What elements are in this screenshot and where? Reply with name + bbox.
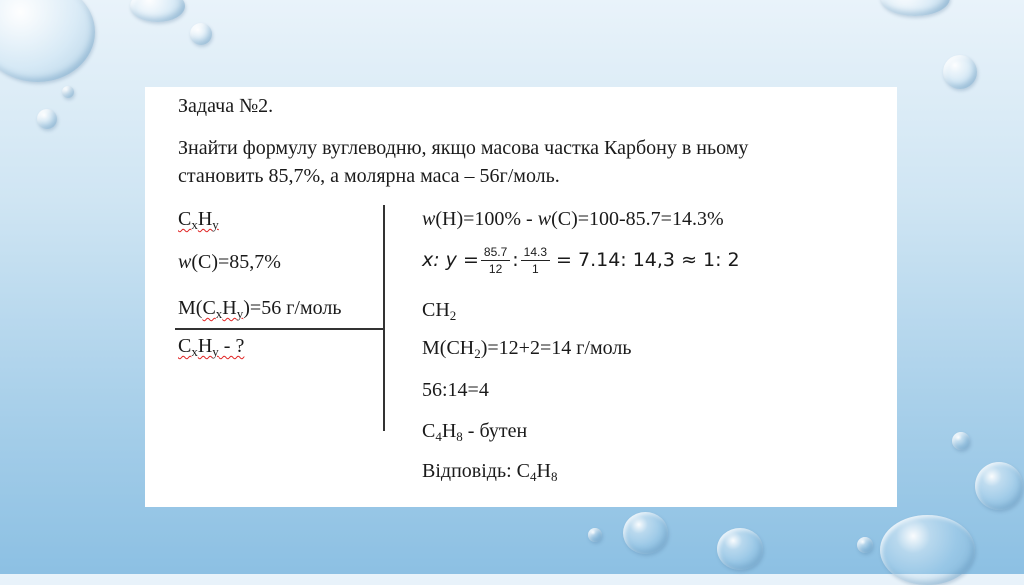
water-drop-decoration	[857, 537, 873, 553]
water-drop-decoration	[717, 528, 763, 570]
given-solution-divider	[383, 205, 385, 431]
solution-result-butene: $C_4H_8$ - бутен	[422, 420, 528, 444]
solution-step-ratio: x: y = $\frac{85.7}{12}$ : $\frac{14.3}{1}$ = 7.14: 14,3 ≈ 1: 2	[422, 244, 740, 276]
slide-content-card	[145, 87, 897, 507]
water-drop-decoration	[943, 55, 977, 89]
given-find-divider	[175, 328, 384, 330]
fraction-carbon: $\frac{85.7}{12}$	[481, 246, 510, 275]
water-drop-decoration	[62, 86, 74, 98]
find-formula	[178, 335, 245, 359]
find-formula-text: $C_xH_y$ - ?	[178, 335, 245, 359]
task-text-line-2: становить 85,7%, а молярна маса – 56г/моль.	[178, 165, 560, 187]
task-title: Задача №2.	[178, 95, 274, 117]
water-drop-decoration	[880, 0, 950, 16]
given-molar-mass: $M(C_xH_y)=56$ г/моль	[178, 297, 342, 321]
water-drop-decoration	[975, 462, 1023, 510]
given-molar-mass-formula: $C_xH_y$	[202, 297, 244, 321]
fraction-hydrogen: $\frac{14.3}{1}$	[521, 246, 550, 275]
water-drop-decoration	[0, 0, 95, 82]
task-text-line-1: Знайти формулу вуглеводню, якщо масова частка Карбону в ньому	[178, 137, 749, 159]
water-drop-decoration	[623, 512, 668, 554]
given-formula-text: $C_xH_y$	[178, 208, 219, 232]
water-drop-decoration	[952, 432, 970, 450]
solution-molar-mass-ch2: $M(CH_2)=12+2=14$ г/моль	[422, 337, 632, 361]
solution-simplest-formula: $CH_2$	[422, 299, 457, 323]
water-drop-decoration	[190, 23, 212, 45]
solution-multiplier: 56:14=4	[422, 379, 489, 401]
solution-step-hydrogen-fraction: w(H)=100% - w(C)=100-85.7=14.3%	[422, 208, 724, 230]
given-formula	[178, 208, 219, 232]
water-drop-decoration	[37, 109, 57, 129]
given-mass-fraction: w(C)=85,7%	[178, 251, 281, 273]
water-drop-decoration	[588, 528, 602, 542]
solution-answer: Відповідь: $C_4H_8$	[422, 460, 558, 484]
water-drop-decoration	[880, 515, 975, 585]
water-drop-decoration	[130, 0, 185, 22]
